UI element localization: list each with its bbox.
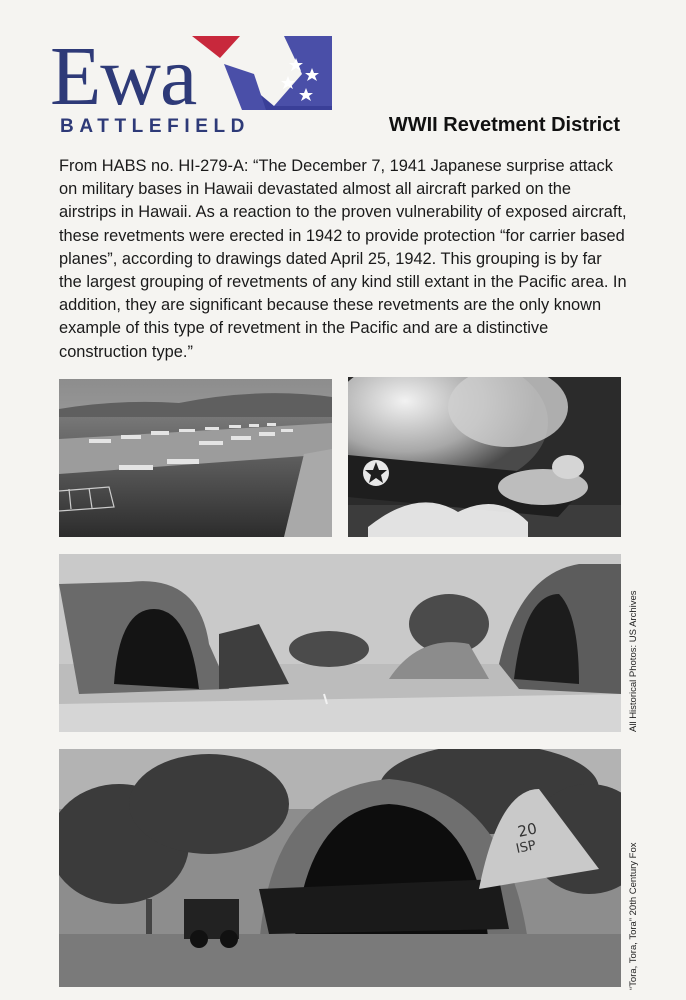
photo-revetments xyxy=(59,554,621,732)
tail-code-2: ISP xyxy=(514,838,538,857)
photo-credit-archives: All Historical Photos: US Archives xyxy=(628,590,639,732)
photo-burning-plane xyxy=(348,377,621,537)
page-title: WWII Revetment District xyxy=(388,114,620,136)
photo-airstrip-planes xyxy=(59,379,332,537)
logo-subtitle: BATTLEFIELD xyxy=(60,116,251,137)
photo-film-still xyxy=(59,749,621,987)
photo-credit-film: “Tora, Tora, Tora” 20th Century Fox xyxy=(628,842,639,990)
habs-quote: From HABS no. HI-279-A: “The December 7, 1941 Japanese surprise attack on military bases in Hawaii devastated almost all aircraft parked on the airstrips in Hawaii. As a reaction to the proven vulnerability of exposed aircraft, these revetments were erected in 1942 to provide protection “for carrier based planes”, according to drawings dated April 25, 1942. This grouping is by far the largest grouping of revetments of any kind still extant in the Pacific area. In addition, they are significant because these revetments are the only known example of this type of revetment in the Pacific and are a distinctive construction type.” xyxy=(59,157,627,361)
tail-code: 20 xyxy=(516,819,539,841)
logo-wordmark: Ewa xyxy=(50,30,197,123)
ewa-battlefield-logo xyxy=(50,32,285,142)
